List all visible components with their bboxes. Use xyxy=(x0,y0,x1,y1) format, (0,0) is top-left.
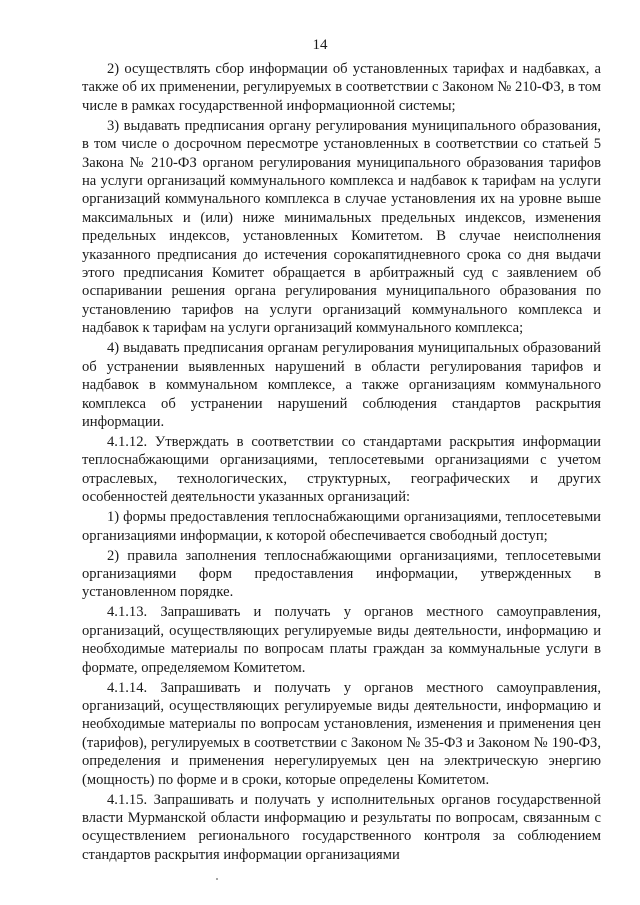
clause-4-1-12-item-2: 2) правила заполнения теплоснабжающими организациями, теплосетевыми организациями форм предоставления информации, утвержденных в установленном порядке. xyxy=(82,547,601,601)
paragraph-3-issue-orders: 3) выдавать предписания органу регулирования муниципального образования, в том числе о досрочном пересмотре установленных в соответствии со статьей 5 Закона № 210-ФЗ органом регулирования муниципального образования тарифов на услуги организаций коммунального комплекса и надбавок к тарифам на услуги организаций коммунального комплекса в случае установления их на уровне выше максимальных и (или) ниже минимальных предельных индексов, изменения предельных индексов, установленных Комитетом. В случае неисполнения указанного предписания до истечения сорокапятидневного срока со дня выдачи этого предписания Комитет обращается в арбитражный суд с заявлением об оспаривании решения органа регулирования муниципального образования по установлению тарифов на услуги организаций коммунального комплекса и надбавок к тарифам на услуги организаций коммунального комплекса; xyxy=(82,117,601,337)
clause-4-1-15: 4.1.15. Запрашивать и получать у исполнительных органов государственной власти Мурманской области информацию и результаты по вопросам, связанным с осуществлением регионального государственного контроля за соблюдением стандартов раскрытия информации организациями xyxy=(82,791,601,863)
clause-4-1-12-item-1: 1) формы предоставления теплоснабжающими организациями, теплосетевыми организациями информации, к которой обеспечивается свободный доступ; xyxy=(82,509,601,544)
clause-4-1-13: 4.1.13. Запрашивать и получать у органов местного самоуправления, организаций, осуществляющих регулируемые виды деятельности, информацию и необходимые материалы по вопросам платы граждан за коммунальные услуги в формате, определяемом Комитетом. xyxy=(82,604,601,676)
paragraph-4-issue-orders-violations: 4) выдавать предписания органам регулирования муниципальных образований об устранении выявленных нарушений в области регулирования тарифов и надбавок в коммунальном комплексе, а также организациям коммунального комплекса об устранении нарушений соблюдения стандартов раскрытия информации. xyxy=(82,340,601,430)
page-number: 14 xyxy=(312,37,328,53)
scan-speck xyxy=(216,878,218,880)
paragraph-2-collect-info: 2) осуществлять сбор информации об установленных тарифах и надбавках, а также об их применении, регулируемых в соответствии с Законом № 210-ФЗ, в том числе в рамках государственной информационной системы; xyxy=(82,61,601,114)
document-body xyxy=(82,60,601,866)
clause-4-1-14: 4.1.14. Запрашивать и получать у органов местного самоуправления, организаций, осуществляющих регулируемые виды деятельности, информацию и необходимые материалы по вопросам установления, изменения и применения цен (тарифов), регулируемых в соответствии с Законом № 35-ФЗ и Законом № 190-ФЗ, определения и применения нерегулируемых цен на электрическую энергию (мощность) по форме и в сроки, которые определены Комитетом. xyxy=(82,679,601,788)
clause-4-1-12: 4.1.12. Утверждать в соответствии со стандартами раскрытия информации теплоснабжающими организациями, теплосетевыми организациями с учетом отраслевых, технологических, структурных, географических и других особенностей деятельности указанных организаций: xyxy=(82,433,601,506)
